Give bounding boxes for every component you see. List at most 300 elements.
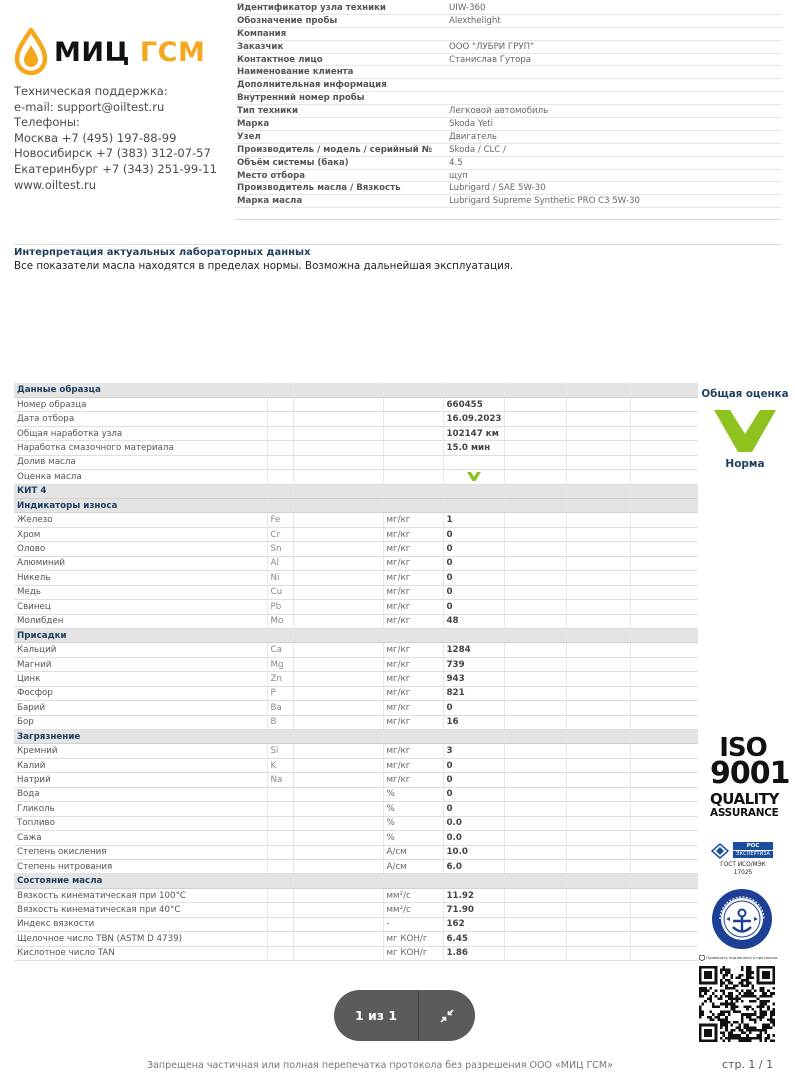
table-row	[14, 455, 698, 469]
param-unit	[383, 397, 443, 411]
info-key: Марка масла	[237, 196, 303, 207]
history-cell	[566, 701, 630, 715]
history-cell	[504, 441, 566, 455]
info-row	[235, 54, 782, 67]
history-cell	[566, 455, 630, 469]
info-row	[235, 79, 782, 92]
history-cell	[504, 672, 566, 686]
history-cell	[566, 758, 630, 772]
info-row	[235, 66, 782, 79]
info-key: Производитель / модель / серийный №	[237, 144, 432, 155]
history-cell	[630, 455, 698, 469]
param-name: Свинец	[14, 600, 267, 614]
history-cell	[504, 859, 566, 873]
history-cell	[566, 715, 630, 729]
param-symbol: Pb	[267, 600, 293, 614]
empty-cell	[293, 397, 383, 411]
history-cell	[630, 715, 698, 729]
history-cell	[566, 441, 630, 455]
history-cell	[504, 932, 566, 946]
table-row	[14, 657, 698, 671]
param-name: Цинк	[14, 672, 267, 686]
section-cell	[566, 730, 630, 744]
section-cell	[267, 628, 293, 642]
history-cell	[566, 412, 630, 426]
param-name: Фосфор	[14, 686, 267, 700]
empty-cell	[293, 527, 383, 541]
section-cell	[443, 628, 504, 642]
history-cell	[630, 831, 698, 845]
empty-cell	[293, 744, 383, 758]
info-key: Марка	[237, 119, 270, 130]
section-cell	[293, 499, 383, 513]
section-cell	[383, 628, 443, 642]
history-cell	[566, 946, 630, 960]
info-value	[449, 66, 782, 78]
param-value: 10.0	[443, 845, 504, 859]
section-title: КИТ 4	[14, 484, 267, 498]
history-cell	[504, 614, 566, 628]
empty-cell	[293, 701, 383, 715]
section-cell	[566, 874, 630, 888]
param-symbol	[267, 946, 293, 960]
history-cell	[504, 542, 566, 556]
section-cell	[443, 730, 504, 744]
contacts-block	[14, 84, 217, 193]
history-cell	[630, 917, 698, 931]
history-cell	[504, 412, 566, 426]
history-cell	[504, 845, 566, 859]
history-cell	[566, 744, 630, 758]
section-cell	[443, 383, 504, 397]
history-cell	[630, 527, 698, 541]
param-unit	[383, 470, 443, 484]
history-cell	[504, 946, 566, 960]
section-cell	[383, 383, 443, 397]
history-cell	[630, 859, 698, 873]
history-cell	[566, 585, 630, 599]
info-value: Skoda Yeti	[449, 119, 493, 130]
empty-cell	[293, 585, 383, 599]
history-cell	[504, 917, 566, 931]
param-name: Наработка смазочного материала	[14, 441, 267, 455]
history-cell	[504, 773, 566, 787]
section-cell	[504, 628, 566, 642]
table-row	[14, 715, 698, 729]
history-cell	[630, 657, 698, 671]
empty-cell	[293, 932, 383, 946]
history-cell	[566, 845, 630, 859]
param-unit: -	[383, 917, 443, 931]
history-cell	[504, 527, 566, 541]
param-name: Алюминий	[14, 556, 267, 570]
history-cell	[566, 397, 630, 411]
section-cell	[267, 730, 293, 744]
empty-cell	[293, 426, 383, 440]
history-cell	[566, 932, 630, 946]
param-unit: мг/кг	[383, 643, 443, 657]
section-header	[14, 874, 698, 888]
info-row	[235, 118, 782, 131]
info-key: Заказчик	[237, 41, 284, 52]
info-value: Легковой автомобиль	[449, 106, 549, 117]
interpretation-section	[14, 244, 782, 274]
info-value: Skoda / CLC /	[449, 144, 506, 155]
param-unit: %	[383, 802, 443, 816]
empty-cell	[293, 946, 383, 960]
param-value: 1	[443, 513, 504, 527]
empty-cell	[293, 903, 383, 917]
param-symbol	[267, 787, 293, 801]
history-cell	[566, 859, 630, 873]
section-cell	[630, 499, 698, 513]
table-row	[14, 701, 698, 715]
param-value: 0	[443, 787, 504, 801]
info-row	[235, 195, 782, 208]
history-cell	[566, 831, 630, 845]
history-cell	[630, 686, 698, 700]
info-key: Место отбора	[237, 170, 306, 181]
phone-moscow: Москва +7 (495) 197-88-99	[14, 130, 177, 145]
param-value: 6.45	[443, 932, 504, 946]
param-name: Общая наработка узла	[14, 426, 267, 440]
info-value: Lubrigard Supreme Synthetic PRO C3 5W-30	[449, 196, 640, 207]
history-cell	[630, 513, 698, 527]
table-row	[14, 571, 698, 585]
param-name: Дата отбора	[14, 412, 267, 426]
section-header	[14, 484, 698, 498]
param-value: 821	[443, 686, 504, 700]
param-value: 16.09.2023	[443, 412, 504, 426]
verification-qr-code[interactable]	[699, 966, 775, 1042]
iso-quality: QUALITY	[710, 790, 779, 808]
table-row	[14, 888, 698, 902]
param-symbol	[267, 859, 293, 873]
empty-cell	[293, 715, 383, 729]
website-link[interactable]: www.oiltest.ru	[14, 177, 96, 192]
param-unit	[383, 455, 443, 469]
param-unit	[383, 412, 443, 426]
history-cell	[566, 556, 630, 570]
param-symbol: K	[267, 758, 293, 772]
info-value: UIW-360	[449, 3, 486, 13]
section-cell	[566, 484, 630, 498]
oil-drop-icon	[14, 28, 48, 76]
param-symbol	[267, 888, 293, 902]
param-unit: мг/кг	[383, 513, 443, 527]
info-value: Lubrigard / SAE 5W-30	[449, 183, 546, 194]
param-symbol: Fe	[267, 513, 293, 527]
info-key: Объём системы (бака)	[237, 157, 349, 168]
info-row	[235, 15, 782, 28]
param-name: Натрий	[14, 773, 267, 787]
table-row	[14, 441, 698, 455]
registry-seal-icon	[711, 888, 773, 950]
accreditation-emblem-icon	[711, 843, 729, 859]
iso-number: 9001	[710, 756, 790, 791]
info-value: 4.5	[449, 157, 463, 168]
sample-info-table	[235, 2, 782, 208]
table-row	[14, 773, 698, 787]
history-cell	[630, 585, 698, 599]
empty-cell	[293, 412, 383, 426]
param-value: 71.90	[443, 903, 504, 917]
param-symbol: Ba	[267, 701, 293, 715]
table-row	[14, 585, 698, 599]
section-cell	[443, 874, 504, 888]
section-title: Состояние масла	[14, 874, 267, 888]
history-cell	[504, 758, 566, 772]
info-row	[235, 144, 782, 157]
param-name: Гликоль	[14, 802, 267, 816]
page-indicator: 1 из 1	[354, 1008, 398, 1023]
param-unit: мг/кг	[383, 672, 443, 686]
param-unit: мг КОН/г	[383, 932, 443, 946]
empty-cell	[293, 513, 383, 527]
history-cell	[630, 614, 698, 628]
info-key: Дополнительная информация	[237, 80, 387, 91]
param-name: Молибден	[14, 614, 267, 628]
info-value	[449, 28, 782, 40]
section-cell	[504, 484, 566, 498]
history-cell	[630, 845, 698, 859]
param-value: 0	[443, 585, 504, 599]
param-value: 48	[443, 614, 504, 628]
page-navigator	[334, 990, 475, 1041]
info-key: Производитель масла / Вязкость	[237, 183, 401, 194]
param-name: Олово	[14, 542, 267, 556]
table-row	[14, 672, 698, 686]
history-cell	[630, 802, 698, 816]
info-key: Тип техники	[237, 106, 298, 117]
empty-cell	[293, 470, 383, 484]
phone-novosibirsk: Новосибирск +7 (383) 312-07-57	[14, 146, 211, 161]
param-name: Долив масла	[14, 455, 267, 469]
param-symbol: Ca	[267, 643, 293, 657]
history-cell	[566, 600, 630, 614]
param-name: Щелочное число TBN (ASTM D 4739)	[14, 932, 267, 946]
section-cell	[630, 383, 698, 397]
support-email[interactable]: e-mail: support@oiltest.ru	[14, 99, 165, 114]
history-cell	[566, 527, 630, 541]
param-symbol: B	[267, 715, 293, 729]
param-value: 0	[443, 571, 504, 585]
table-row	[14, 903, 698, 917]
info-key: Контактное лицо	[237, 54, 323, 65]
empty-cell	[293, 758, 383, 772]
empty-cell	[293, 787, 383, 801]
info-value: ООО "ЛУБРИ ГРУП"	[449, 41, 534, 52]
history-cell	[630, 397, 698, 411]
table-row	[14, 556, 698, 570]
param-value: 11.92	[443, 888, 504, 902]
history-cell	[504, 585, 566, 599]
section-header	[14, 383, 698, 397]
param-value	[443, 470, 504, 484]
section-cell	[566, 499, 630, 513]
info-key: Идентификатор узла техники	[237, 3, 386, 13]
param-unit: мг/кг	[383, 556, 443, 570]
accreditation-standard-number: 17025	[733, 869, 753, 876]
param-value: 6.0	[443, 859, 504, 873]
section-cell	[293, 730, 383, 744]
section-cell	[383, 730, 443, 744]
history-cell	[504, 686, 566, 700]
param-unit: мг/кг	[383, 542, 443, 556]
qr-verify-text: Проверить подлинность протокола	[706, 955, 778, 960]
param-unit: мг/кг	[383, 701, 443, 715]
checkmark-icon	[712, 406, 778, 454]
param-value: 16	[443, 715, 504, 729]
param-symbol	[267, 426, 293, 440]
param-unit: мг КОН/г	[383, 946, 443, 960]
table-row	[14, 816, 698, 830]
param-name: Оценка масла	[14, 470, 267, 484]
section-cell	[383, 484, 443, 498]
param-name: Никель	[14, 571, 267, 585]
overall-rating	[700, 388, 790, 470]
section-cell	[566, 628, 630, 642]
history-cell	[630, 816, 698, 830]
history-cell	[504, 455, 566, 469]
history-cell	[504, 556, 566, 570]
history-cell	[630, 542, 698, 556]
param-symbol	[267, 441, 293, 455]
history-cell	[630, 787, 698, 801]
param-unit: мг/кг	[383, 773, 443, 787]
param-value: 0	[443, 802, 504, 816]
param-value: 0	[443, 556, 504, 570]
history-cell	[504, 888, 566, 902]
empty-cell	[293, 845, 383, 859]
param-unit: мг/кг	[383, 571, 443, 585]
history-cell	[566, 917, 630, 931]
param-unit: %	[383, 816, 443, 830]
empty-cell	[293, 441, 383, 455]
history-cell	[504, 600, 566, 614]
section-title: Присадки	[14, 628, 267, 642]
param-unit	[383, 441, 443, 455]
param-name: Медь	[14, 585, 267, 599]
param-symbol: Mg	[267, 657, 293, 671]
param-value: 0	[443, 758, 504, 772]
param-unit: мм²/с	[383, 888, 443, 902]
accreditation-expertise: ЭКСПЕРТИЗА	[733, 851, 773, 858]
section-cell	[267, 874, 293, 888]
param-symbol: Cu	[267, 585, 293, 599]
phones-label: Телефоны:	[14, 115, 80, 130]
section-cell	[504, 874, 566, 888]
interpretation-title: Интерпретация актуальных лабораторных данных	[14, 247, 311, 258]
param-symbol	[267, 470, 293, 484]
section-cell	[504, 499, 566, 513]
table-row	[14, 744, 698, 758]
table-row	[14, 802, 698, 816]
section-cell	[630, 628, 698, 642]
empty-cell	[293, 455, 383, 469]
history-cell	[630, 643, 698, 657]
info-row	[235, 105, 782, 118]
param-unit: мг/кг	[383, 744, 443, 758]
section-cell	[504, 383, 566, 397]
table-row	[14, 946, 698, 960]
table-row	[14, 600, 698, 614]
history-cell	[504, 643, 566, 657]
empty-cell	[293, 859, 383, 873]
section-cell	[267, 383, 293, 397]
section-title: Данные образца	[14, 383, 267, 397]
param-symbol: Al	[267, 556, 293, 570]
section-header	[14, 628, 698, 642]
info-row	[235, 170, 782, 183]
info-value: Двигатель	[449, 131, 497, 142]
history-cell	[630, 888, 698, 902]
param-symbol: Na	[267, 773, 293, 787]
table-row	[14, 758, 698, 772]
check-icon	[466, 471, 482, 482]
param-unit	[383, 426, 443, 440]
param-name: Барий	[14, 701, 267, 715]
history-cell	[504, 470, 566, 484]
section-cell	[293, 628, 383, 642]
param-value: 0.0	[443, 831, 504, 845]
param-symbol	[267, 397, 293, 411]
accreditation-text	[711, 862, 775, 877]
history-cell	[566, 571, 630, 585]
param-symbol	[267, 816, 293, 830]
param-value: 0	[443, 542, 504, 556]
table-row	[14, 614, 698, 628]
param-symbol: Cr	[267, 527, 293, 541]
param-name: Железо	[14, 513, 267, 527]
info-key: Обозначение пробы	[237, 15, 338, 26]
param-name: Калий	[14, 758, 267, 772]
param-symbol: Si	[267, 744, 293, 758]
iso-label: ISO	[719, 733, 767, 763]
param-unit: %	[383, 787, 443, 801]
table-row	[14, 513, 698, 527]
logo-text-part1: МИЦ	[54, 37, 131, 68]
history-cell	[566, 816, 630, 830]
param-name: Кремний	[14, 744, 267, 758]
empty-cell	[293, 888, 383, 902]
param-name: Сажа	[14, 831, 267, 845]
info-key: Компания	[237, 28, 287, 39]
empty-cell	[293, 542, 383, 556]
fit-page-button[interactable]	[419, 990, 475, 1041]
history-cell	[566, 888, 630, 902]
shield-icon	[699, 955, 705, 961]
param-name: Вода	[14, 787, 267, 801]
param-unit: мг/кг	[383, 600, 443, 614]
info-key: Наименование клиента	[237, 67, 354, 78]
empty-cell	[293, 672, 383, 686]
param-value: 0.0	[443, 816, 504, 830]
info-value	[449, 79, 782, 91]
table-row	[14, 845, 698, 859]
section-header	[14, 730, 698, 744]
table-row	[14, 397, 698, 411]
table-row	[14, 412, 698, 426]
info-key: Узел	[237, 131, 261, 142]
history-cell	[630, 571, 698, 585]
history-cell	[504, 513, 566, 527]
history-cell	[504, 816, 566, 830]
table-row	[14, 426, 698, 440]
empty-cell	[293, 917, 383, 931]
param-symbol: P	[267, 686, 293, 700]
section-cell	[443, 499, 504, 513]
